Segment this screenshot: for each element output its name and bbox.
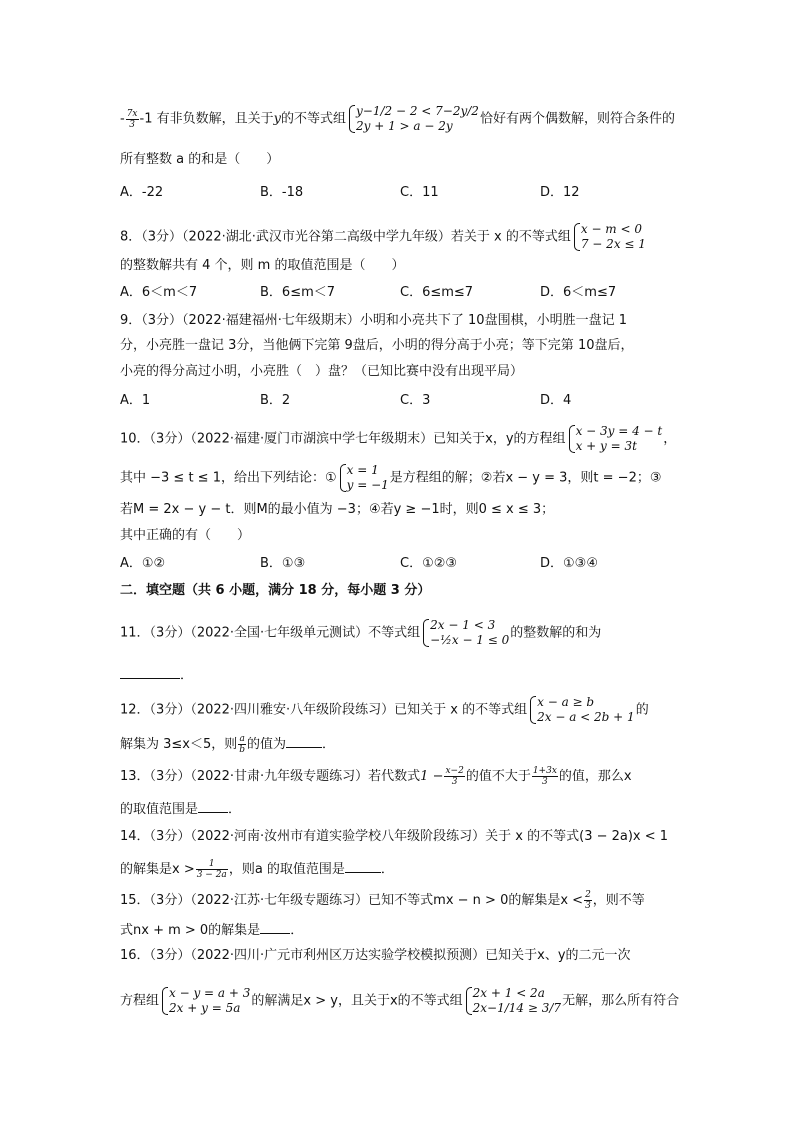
q11-inequality-system: 2x − 1 < 3 −½x − 1 ≤ 0: [421, 618, 509, 648]
q10-line4: 其中正确的有（ ）: [120, 528, 251, 543]
q16-inequality-system: 2x + 1 < 2a 2x−1/14 ≥ 3/7: [464, 986, 561, 1016]
q14-answer-blank[interactable]: [345, 858, 381, 873]
q9-options: [120, 391, 680, 411]
q13-answer-blank[interactable]: [198, 798, 228, 813]
q7-inequality-system: y−1/2 − 2 < 7−2y/2 2y + 1 > a − 2y: [347, 104, 479, 134]
q13-head: 13．（3分）（2022·甘肃·九年级专题练习）若代数式1 − $\frac{x-2}{3}$ 的值不大于 $\frac{1+3x}{3}$ 的值，那么x: [120, 766, 632, 787]
q7-option-a[interactable]: A．-22: [120, 185, 164, 200]
q10-head: 10．（3分）（2022·福建·厦门市湖滨中学七年级期末）已知关于x，y的方程组 x − 3y = 4 − t x + y = 3t ，: [120, 424, 677, 453]
q8-option-d[interactable]: D．6＜m≤7: [540, 285, 617, 300]
q10-line2: 其中 −3 ≤ t ≤ 1，给出下列结论：① x = 1 y = −1 是方程组的解；②若x − y = 3，则t = −2；③: [120, 463, 662, 492]
q9-option-b[interactable]: B．2: [260, 393, 291, 408]
q15-line2: 式nx + m > 0的解集是 ．: [120, 919, 734, 941]
q8-inequality-system: x − m < 0 7 − 2x ≤ 1: [572, 222, 646, 252]
q14-head: 14．（3分）（2022·河南·汝州市有道实验学校八年级阶段练习）关于 x 的不等式(3 − 2a)x < 1: [120, 829, 669, 844]
q8-line2: 的整数解共有 4 个，则 m 的取值范围是（ ）: [120, 258, 405, 273]
q12-line2: 解集为 3≤x＜5，则 $\frac{a}{b}$ 的值为 ．: [120, 734, 336, 755]
q16-equation-system: x − y = a + 3 2x + y = 5a: [160, 986, 250, 1016]
q8-option-c[interactable]: C．6≤m≤7: [400, 285, 474, 300]
q7-option-b[interactable]: B．-18: [260, 185, 304, 200]
q9-line1: 9．（3分）（2022·福建福州·七年级期末）小明和小亮共下了 10盘围棋，小明胜一盘记 1: [120, 313, 627, 328]
q10-equation-system: x − 3y = 4 − t x + y = 3t: [567, 424, 663, 454]
q15-head: 15．（3分）（2022·江苏·七年级专题练习）已知不等式mx − n > 0的解集是x < $\frac{2}{3}$ ，则不等: [120, 890, 645, 911]
q8-head: 8．（3分）（2022·湖北·武汉市光谷第二高级中学九年级）若关于 x 的不等式组 x − m < 0 7 − 2x ≤ 1: [120, 222, 646, 251]
section-heading-fill-in: 二．填空题（共 6 小题，满分 18 分，每小题 3 分）: [120, 583, 431, 598]
q10-option-a[interactable]: A．①②: [120, 556, 166, 571]
q7-line2: 所有整数 a 的和是（ ）: [120, 152, 280, 167]
q13-line2: 的取值范围是 ．: [120, 798, 734, 820]
q14-line2: 的解集是x > $\frac{1}{3 - 2a}$ ，则a 的取值范围是 ．: [120, 859, 394, 880]
q7-option-d[interactable]: D．12: [540, 185, 580, 200]
q13-frac-2: $\frac{1+3x}{3}$: [532, 766, 557, 787]
q7-options: [120, 183, 680, 203]
q11-answer-line: ．: [120, 664, 734, 686]
q7-option-c[interactable]: C．11: [400, 185, 439, 200]
q9-line2: 分，小亮胜一盘记 3分，当他俩下完第 9盘后，小明的得分高于小亮；等下完第 10盘后，: [120, 338, 634, 353]
q12-inequality-system: x − a ≥ b 2x − a < 2b + 1: [528, 695, 635, 725]
q15-answer-blank[interactable]: [260, 919, 290, 934]
q9-option-d[interactable]: D．4: [540, 393, 572, 408]
q7-frac: $\frac{7x}{3}$: [126, 108, 138, 130]
q9-line3: 小亮的得分高过小明，小亮胜（ ）盘？（已知比赛中没有出现平局）: [120, 364, 524, 379]
q8-option-a[interactable]: A．6＜m＜7: [120, 285, 198, 300]
q12-head: 12．（3分）（2022·四川雅安·八年级阶段练习）已知关于 x 的不等式组 x − a ≥ b 2x − a < 2b + 1 的: [120, 695, 649, 724]
q10-solution-system: x = 1 y = −1: [338, 463, 389, 493]
q9-option-c[interactable]: C．3: [400, 393, 431, 408]
q10-option-d[interactable]: D．①③④: [540, 556, 598, 571]
q15-frac: $\frac{2}{3}$: [585, 890, 591, 911]
q9-option-a[interactable]: A．1: [120, 393, 151, 408]
q16-head: 16．（3分）（2022·四川·广元市利州区万达实验学校模拟预测）已知关于x、y的二元一次: [120, 948, 631, 963]
q12-answer-blank[interactable]: [286, 733, 322, 748]
q10-option-b[interactable]: B．①③: [260, 556, 306, 571]
q8-option-b[interactable]: B．6≤m＜7: [260, 285, 336, 300]
q8-options: [120, 283, 680, 303]
q16-line2: 方程组 x − y = a + 3 2x + y = 5a 的解满足x > y，且关于x的不等式组 2x + 1 < 2a 2x−1/14 ≥ 3/7 无解，那么所有符合: [120, 986, 680, 1015]
q11-answer-blank[interactable]: [120, 664, 180, 679]
q14-frac: $\frac{1}{3 - 2a}$: [196, 859, 227, 880]
q11-head: 11．（3分）（2022·全国·七年级单元测试）不等式组 2x − 1 < 3 −½x − 1 ≤ 0 的整数解的和为: [120, 618, 602, 647]
q10-option-c[interactable]: C．①②③: [400, 556, 458, 571]
q7-line1: - $\frac{7x}{3}$ -1 有非负数解，且关于y的不等式组 y−1/2 − 2 < 7−2y/2 2y + 1 > a − 2y 恰好有两个偶数解，则符合条件的: [120, 104, 675, 133]
q12-frac: $\frac{a}{b}$: [239, 734, 246, 755]
q10-line3: 若M = 2x − y − t．则M的最小值为 −3；④若y ≥ −1时，则0 ≤ x ≤ 3；: [120, 502, 555, 517]
q10-options: [120, 554, 680, 574]
q13-frac-1: $\frac{x-2}{3}$: [445, 766, 464, 787]
